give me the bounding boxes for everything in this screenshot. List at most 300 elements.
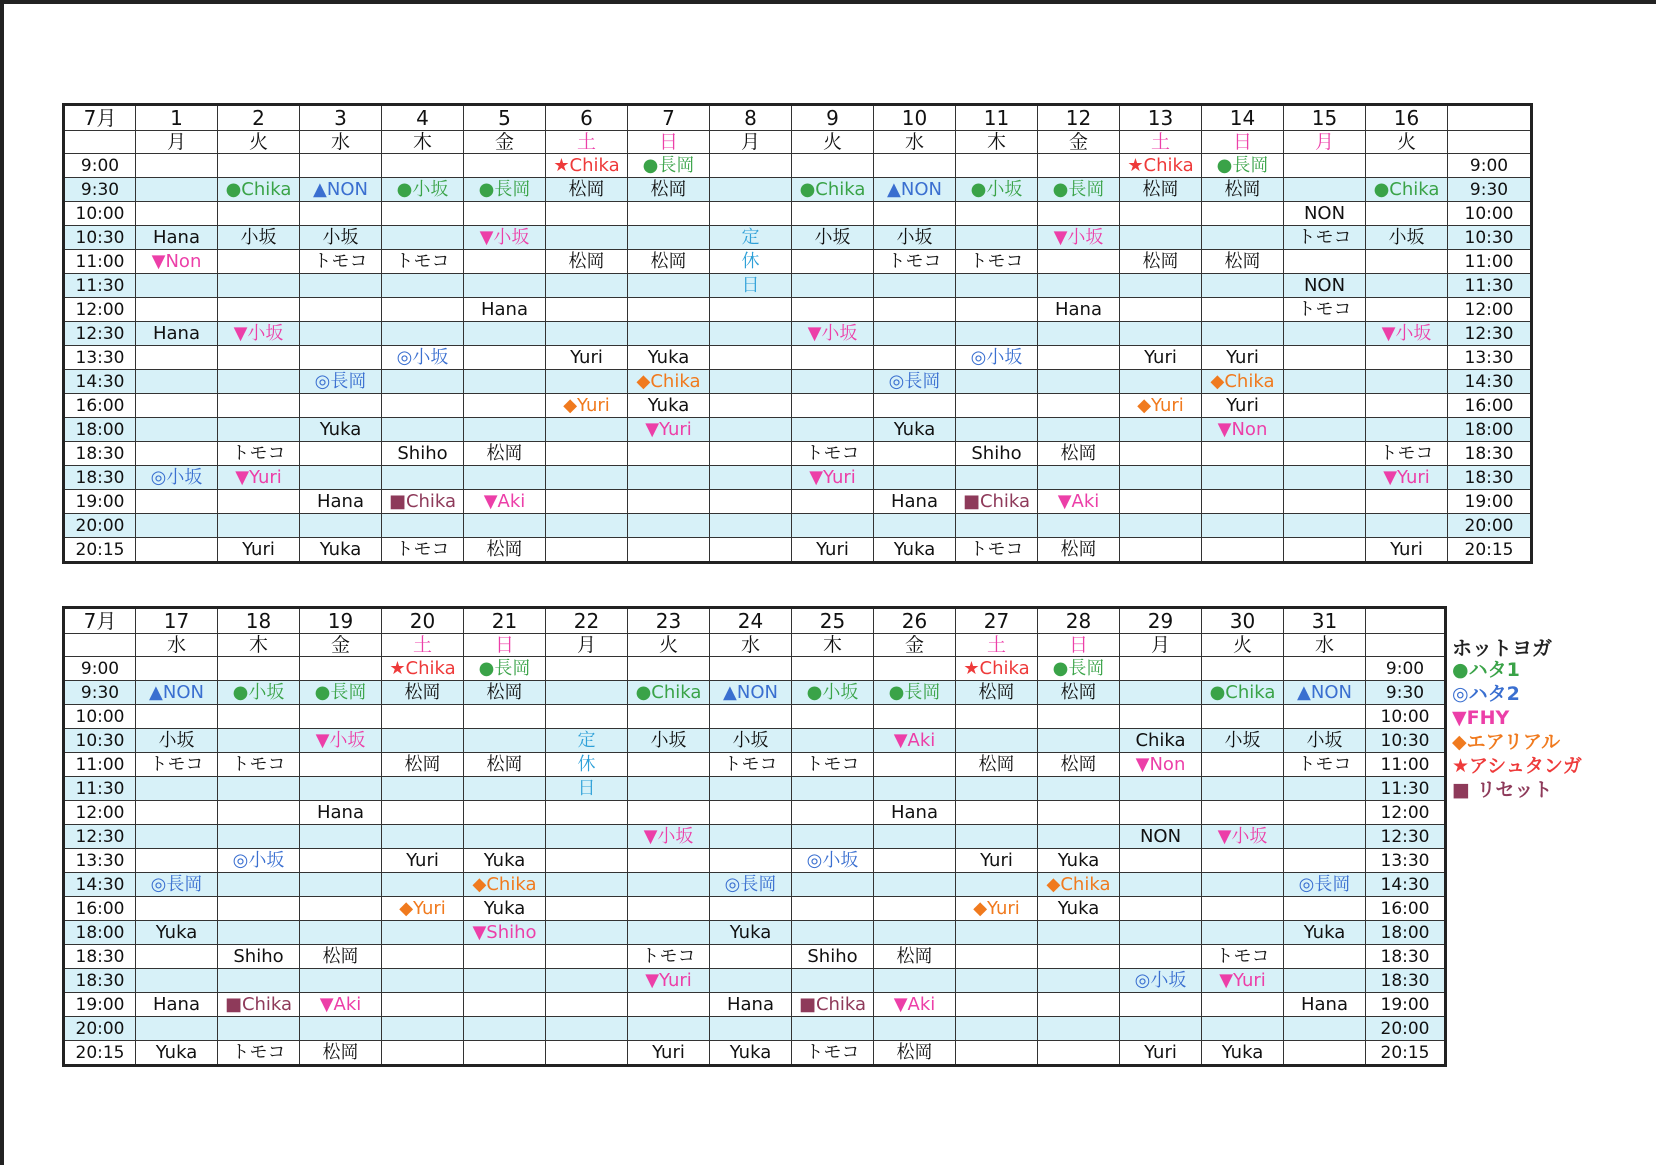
day-number: 26	[874, 608, 956, 634]
class-cell	[1202, 466, 1284, 490]
class-cell	[874, 897, 956, 921]
class-cell	[710, 777, 792, 801]
class-cell	[874, 274, 956, 298]
class-cell: ▼Non	[136, 250, 218, 274]
class-cell	[464, 394, 546, 418]
time-slot-row	[64, 490, 1532, 514]
class-cell	[1038, 1041, 1120, 1066]
class-cell: ▼小坂	[464, 226, 546, 250]
class-cell	[382, 1041, 464, 1066]
day-number: 25	[792, 608, 874, 634]
class-cell	[956, 226, 1038, 250]
class-cell: 松岡	[628, 178, 710, 202]
class-cell	[1120, 466, 1202, 490]
class-cell	[1366, 154, 1448, 178]
legend-item: ●ハタ1	[1452, 659, 1520, 681]
day-number: 15	[1284, 105, 1366, 131]
class-cell	[628, 466, 710, 490]
weekday: 木	[956, 131, 1038, 154]
class-cell: Hana	[464, 298, 546, 322]
class-cell: Yuri	[1120, 1041, 1202, 1066]
class-cell	[956, 514, 1038, 538]
class-cell	[1284, 849, 1366, 873]
class-cell	[1038, 945, 1120, 969]
weekday: 月	[1284, 131, 1366, 154]
class-cell	[218, 873, 300, 897]
class-cell	[956, 418, 1038, 442]
time-label-right: 18:00	[1448, 418, 1532, 442]
weekday: 火	[1202, 634, 1284, 657]
class-cell: Shiho	[956, 442, 1038, 466]
class-cell	[956, 274, 1038, 298]
class-cell: 小坂	[1202, 729, 1284, 753]
class-cell	[1038, 777, 1120, 801]
class-cell: 松岡	[464, 538, 546, 563]
class-cell: Shiho	[382, 442, 464, 466]
time-slot-row	[64, 250, 1532, 274]
time-label: 20:00	[64, 1017, 136, 1041]
class-cell: Chika	[1120, 729, 1202, 753]
time-label: 19:00	[64, 490, 136, 514]
weekday: 月	[546, 634, 628, 657]
class-cell	[1202, 897, 1284, 921]
class-cell: 松岡	[956, 681, 1038, 705]
time-label: 11:30	[64, 274, 136, 298]
class-cell: ●小坂	[956, 178, 1038, 202]
class-cell	[874, 466, 956, 490]
class-cell: ▼Shiho	[464, 921, 546, 945]
class-cell	[628, 777, 710, 801]
day-number: 9	[792, 105, 874, 131]
class-cell: 小坂	[218, 226, 300, 250]
class-cell	[382, 729, 464, 753]
class-cell	[1284, 705, 1366, 729]
class-cell	[1284, 825, 1366, 849]
class-cell: ●長岡	[464, 657, 546, 681]
weekday: 土	[1120, 131, 1202, 154]
class-cell: ◆Chika	[1038, 873, 1120, 897]
class-cell	[1284, 657, 1366, 681]
class-cell: Hana	[300, 490, 382, 514]
class-cell	[628, 202, 710, 226]
class-cell	[546, 202, 628, 226]
class-cell	[546, 897, 628, 921]
class-cell	[874, 873, 956, 897]
class-cell: ◎長岡	[136, 873, 218, 897]
class-cell	[1038, 1017, 1120, 1041]
time-label: 12:30	[64, 825, 136, 849]
class-cell: トモコ	[1284, 226, 1366, 250]
class-cell	[464, 250, 546, 274]
class-cell: Yuka	[628, 346, 710, 370]
class-cell	[710, 969, 792, 993]
class-cell	[956, 801, 1038, 825]
day-number: 2	[218, 105, 300, 131]
class-cell: ◆Yuri	[546, 394, 628, 418]
class-cell: 休	[546, 753, 628, 777]
class-cell	[218, 514, 300, 538]
class-cell: ▲NON	[710, 681, 792, 705]
class-cell	[1366, 202, 1448, 226]
class-cell: 日	[546, 777, 628, 801]
class-cell	[546, 993, 628, 1017]
class-cell: ◆Yuri	[956, 897, 1038, 921]
time-label-right: 16:00	[1448, 394, 1532, 418]
class-cell	[1284, 178, 1366, 202]
class-cell	[1038, 394, 1120, 418]
class-cell: トモコ	[382, 250, 464, 274]
class-cell	[792, 346, 874, 370]
time-label-right: 20:00	[1448, 514, 1532, 538]
class-cell	[874, 969, 956, 993]
class-cell	[710, 418, 792, 442]
class-cell: ●長岡	[628, 154, 710, 178]
class-cell	[956, 154, 1038, 178]
weekday: 金	[1038, 131, 1120, 154]
weekday: 月	[136, 131, 218, 154]
class-cell	[1366, 514, 1448, 538]
day-number: 24	[710, 608, 792, 634]
class-cell	[1202, 849, 1284, 873]
class-cell: ▼小坂	[300, 729, 382, 753]
class-cell	[300, 346, 382, 370]
class-cell	[218, 969, 300, 993]
weekday: 火	[792, 131, 874, 154]
class-cell	[710, 897, 792, 921]
class-cell	[1284, 154, 1366, 178]
class-cell	[792, 154, 874, 178]
class-cell: ▲NON	[136, 681, 218, 705]
class-cell: 松岡	[874, 945, 956, 969]
class-cell	[1284, 490, 1366, 514]
time-label: 13:30	[64, 849, 136, 873]
time-label-right: 16:00	[1366, 897, 1446, 921]
class-cell	[628, 1017, 710, 1041]
time-slot-row	[64, 753, 1446, 777]
class-cell	[1120, 442, 1202, 466]
weekday: 木	[382, 131, 464, 154]
class-cell	[464, 1041, 546, 1066]
class-cell	[956, 825, 1038, 849]
class-cell	[710, 945, 792, 969]
class-cell: ★Chika	[382, 657, 464, 681]
day-number: 14	[1202, 105, 1284, 131]
day-number: 23	[628, 608, 710, 634]
class-cell	[136, 538, 218, 563]
class-cell: 松岡	[1038, 538, 1120, 563]
time-label-right: 18:00	[1366, 921, 1446, 945]
class-cell	[792, 825, 874, 849]
class-cell: NON	[1284, 274, 1366, 298]
time-label: 12:00	[64, 801, 136, 825]
class-cell: ▼Non	[1202, 418, 1284, 442]
time-label: 10:30	[64, 729, 136, 753]
class-cell	[628, 274, 710, 298]
class-cell	[1120, 777, 1202, 801]
time-label: 11:00	[64, 250, 136, 274]
time-label-right: 9:30	[1366, 681, 1446, 705]
time-slot-row	[64, 202, 1532, 226]
time-slot-row	[64, 466, 1532, 490]
time-slot-row	[64, 226, 1532, 250]
class-cell	[382, 466, 464, 490]
class-cell	[792, 777, 874, 801]
class-cell	[464, 777, 546, 801]
class-cell	[792, 490, 874, 514]
class-cell	[628, 921, 710, 945]
class-cell	[1284, 969, 1366, 993]
day-number: 17	[136, 608, 218, 634]
class-cell: Hana	[710, 993, 792, 1017]
class-cell	[546, 705, 628, 729]
class-cell	[136, 969, 218, 993]
class-cell	[628, 442, 710, 466]
class-cell: トモコ	[300, 250, 382, 274]
class-cell: トモコ	[628, 945, 710, 969]
class-cell	[710, 466, 792, 490]
class-cell	[874, 849, 956, 873]
time-label-right: 10:30	[1366, 729, 1446, 753]
class-cell	[874, 657, 956, 681]
time-label-right: 9:30	[1448, 178, 1532, 202]
class-cell	[1120, 322, 1202, 346]
class-cell	[1284, 1041, 1366, 1066]
class-cell	[792, 1017, 874, 1041]
class-cell	[136, 202, 218, 226]
class-cell	[710, 801, 792, 825]
class-cell	[1284, 801, 1366, 825]
class-cell: Yuri	[1366, 538, 1448, 563]
class-cell	[956, 777, 1038, 801]
class-cell: ▲NON	[1284, 681, 1366, 705]
class-cell	[464, 969, 546, 993]
class-cell: 小坂	[136, 729, 218, 753]
class-cell	[1284, 897, 1366, 921]
month-label: 7月	[64, 608, 136, 634]
time-label-right: 20:00	[1366, 1017, 1446, 1041]
class-cell	[1120, 897, 1202, 921]
time-label: 20:15	[64, 1041, 136, 1066]
class-cell	[628, 226, 710, 250]
time-label-right: 20:15	[1366, 1041, 1446, 1066]
class-cell	[546, 657, 628, 681]
class-cell: ■Chika	[382, 490, 464, 514]
day-number: 7	[628, 105, 710, 131]
class-cell	[1366, 274, 1448, 298]
class-cell: 小坂	[628, 729, 710, 753]
class-cell	[218, 346, 300, 370]
class-cell: ●Chika	[1366, 178, 1448, 202]
time-label: 9:30	[64, 178, 136, 202]
class-cell: Yuri	[1202, 394, 1284, 418]
day-number: 13	[1120, 105, 1202, 131]
class-cell	[1202, 322, 1284, 346]
class-cell: トモコ	[382, 538, 464, 563]
class-cell	[956, 945, 1038, 969]
class-cell	[546, 921, 628, 945]
class-cell: ★Chika	[546, 154, 628, 178]
class-cell	[628, 897, 710, 921]
time-label-right: 14:30	[1366, 873, 1446, 897]
day-number: 29	[1120, 608, 1202, 634]
weekday: 水	[300, 131, 382, 154]
class-cell	[710, 322, 792, 346]
class-cell	[628, 490, 710, 514]
class-cell	[792, 250, 874, 274]
class-cell	[710, 154, 792, 178]
class-cell	[136, 154, 218, 178]
time-slot-row	[64, 873, 1446, 897]
weekday: 木	[792, 634, 874, 657]
class-cell	[628, 873, 710, 897]
class-cell: ●長岡	[1038, 178, 1120, 202]
class-cell	[710, 298, 792, 322]
class-cell	[382, 825, 464, 849]
class-cell: ●長岡	[300, 681, 382, 705]
time-label: 18:30	[64, 945, 136, 969]
day-number: 3	[300, 105, 382, 131]
class-cell	[1202, 538, 1284, 563]
class-cell	[710, 538, 792, 563]
class-cell: トモコ	[710, 753, 792, 777]
class-cell: 松岡	[464, 681, 546, 705]
class-cell	[464, 154, 546, 178]
class-cell	[1038, 825, 1120, 849]
class-cell	[1120, 370, 1202, 394]
class-cell	[382, 777, 464, 801]
class-cell: ●Chika	[792, 178, 874, 202]
time-slot-row	[64, 178, 1532, 202]
class-cell: ▲NON	[874, 178, 956, 202]
weekday: 水	[1284, 634, 1366, 657]
class-cell	[382, 298, 464, 322]
class-cell: Yuka	[464, 897, 546, 921]
time-label-right: 18:30	[1448, 466, 1532, 490]
class-cell	[956, 873, 1038, 897]
class-cell	[1366, 394, 1448, 418]
class-cell	[1284, 442, 1366, 466]
class-cell	[300, 897, 382, 921]
class-cell: ●小坂	[218, 681, 300, 705]
schedule-table-first-half	[62, 103, 1533, 564]
time-label: 12:30	[64, 322, 136, 346]
class-cell	[218, 705, 300, 729]
class-cell: Yuri	[218, 538, 300, 563]
class-cell	[874, 777, 956, 801]
class-cell	[1202, 274, 1284, 298]
class-cell	[628, 753, 710, 777]
class-cell	[1366, 250, 1448, 274]
class-cell: ◆Yuri	[382, 897, 464, 921]
class-cell	[874, 921, 956, 945]
class-cell	[218, 394, 300, 418]
class-cell	[710, 370, 792, 394]
class-cell	[300, 825, 382, 849]
class-cell	[464, 801, 546, 825]
weekday: 木	[218, 634, 300, 657]
class-cell	[792, 801, 874, 825]
class-cell: ■Chika	[218, 993, 300, 1017]
class-cell: Yuka	[710, 1041, 792, 1066]
class-cell	[136, 514, 218, 538]
class-cell	[546, 418, 628, 442]
time-slot-row	[64, 681, 1446, 705]
weekday: 土	[956, 634, 1038, 657]
class-cell	[382, 801, 464, 825]
class-cell	[1120, 681, 1202, 705]
class-cell: Hana	[1284, 993, 1366, 1017]
time-label: 11:00	[64, 753, 136, 777]
class-cell: ◆Chika	[1202, 370, 1284, 394]
class-cell	[792, 418, 874, 442]
class-cell	[464, 945, 546, 969]
class-cell	[300, 705, 382, 729]
time-label: 18:30	[64, 466, 136, 490]
class-cell: トモコ	[218, 1041, 300, 1066]
time-label-right: 19:00	[1366, 993, 1446, 1017]
class-cell	[956, 202, 1038, 226]
time-label: 16:00	[64, 897, 136, 921]
class-cell	[300, 274, 382, 298]
class-cell	[546, 1041, 628, 1066]
class-cell	[218, 657, 300, 681]
class-cell: Hana	[136, 322, 218, 346]
class-cell: ■Chika	[792, 993, 874, 1017]
class-cell	[792, 969, 874, 993]
time-label: 12:00	[64, 298, 136, 322]
class-cell: Yuka	[874, 418, 956, 442]
class-cell	[300, 777, 382, 801]
class-cell: 松岡	[382, 681, 464, 705]
time-slot-row	[64, 538, 1532, 563]
class-cell	[1284, 370, 1366, 394]
class-cell	[218, 298, 300, 322]
time-label: 10:00	[64, 705, 136, 729]
time-slot-row	[64, 777, 1446, 801]
time-slot-row	[64, 1041, 1446, 1066]
legend-item: ■ リセット	[1452, 779, 1553, 801]
class-cell	[546, 322, 628, 346]
legend-item: ▼FHY	[1452, 707, 1510, 729]
class-cell: 松岡	[464, 442, 546, 466]
class-cell: トモコ	[956, 250, 1038, 274]
weekday-label-spacer	[64, 131, 136, 154]
class-cell	[874, 346, 956, 370]
class-cell: 松岡	[1202, 178, 1284, 202]
class-cell	[464, 346, 546, 370]
class-cell: ◆Yuri	[1120, 394, 1202, 418]
time-label: 9:00	[64, 154, 136, 178]
class-cell	[136, 394, 218, 418]
weekday: 金	[464, 131, 546, 154]
class-cell: ●小坂	[792, 681, 874, 705]
class-cell	[1038, 202, 1120, 226]
class-cell: ◎長岡	[1284, 873, 1366, 897]
class-cell	[710, 514, 792, 538]
class-cell: 休	[710, 250, 792, 274]
class-cell: 小坂	[1366, 226, 1448, 250]
class-cell	[1284, 322, 1366, 346]
class-cell: ■Chika	[956, 490, 1038, 514]
class-cell: Yuka	[1038, 897, 1120, 921]
time-label-right: 18:30	[1448, 442, 1532, 466]
weekday: 日	[1202, 131, 1284, 154]
class-cell	[218, 921, 300, 945]
class-cell: ▼小坂	[218, 322, 300, 346]
class-cell	[710, 394, 792, 418]
time-slot-row	[64, 322, 1532, 346]
class-cell	[218, 370, 300, 394]
